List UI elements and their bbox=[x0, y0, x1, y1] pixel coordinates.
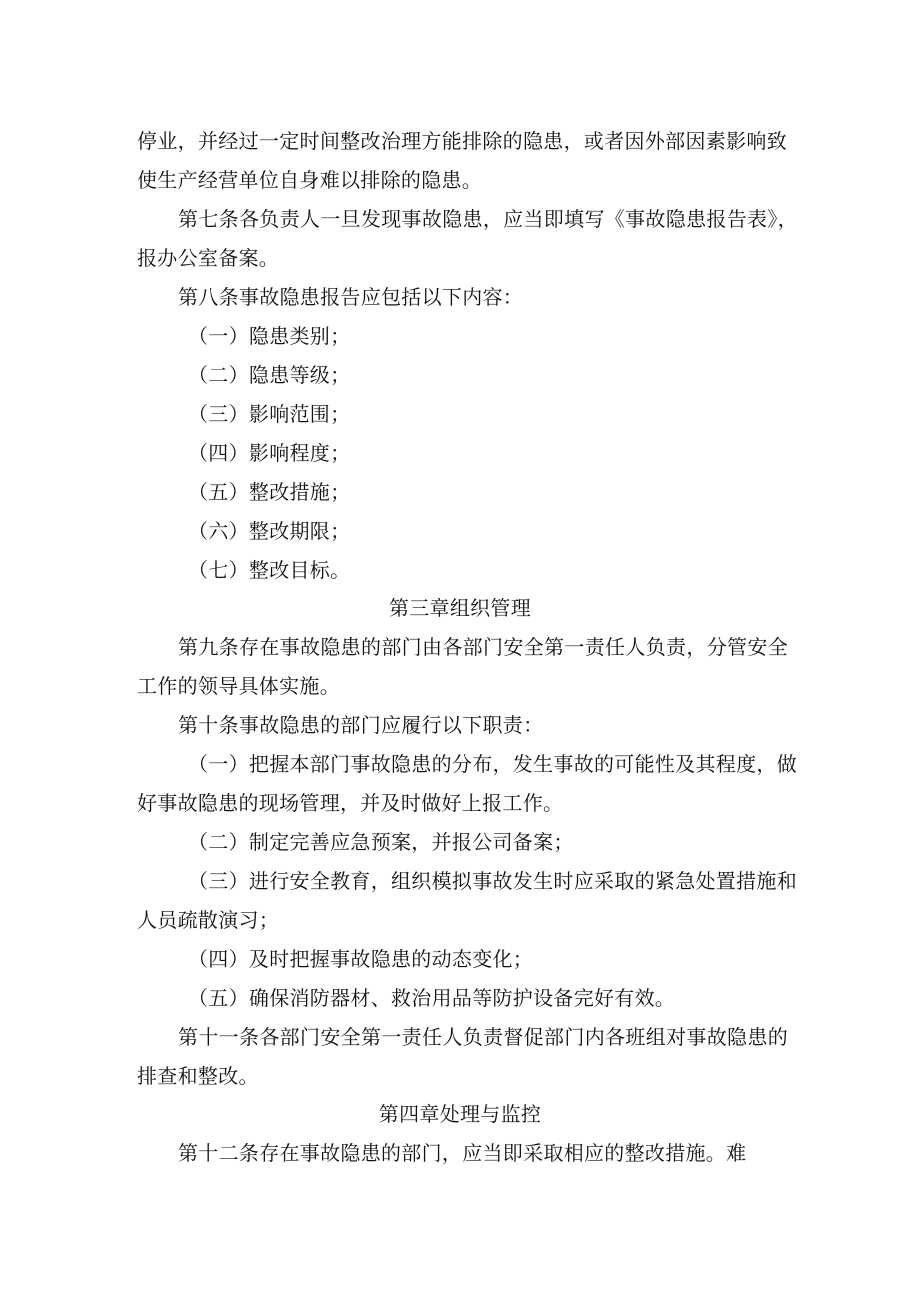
list-item: （五）确保消防器材、救治用品等防护设备完好有效。 bbox=[188, 986, 676, 1010]
paragraph-line: 报办公室备案。 bbox=[137, 246, 280, 270]
article-10: 第十条事故隐患的部门应履行以下职责： bbox=[178, 713, 544, 737]
chapter-heading: 第三章组织管理 bbox=[388, 596, 532, 620]
chapter-heading: 第四章处理与监控 bbox=[378, 1102, 542, 1126]
list-item: （三）进行安全教育，组织模拟事故发生时应采取的紧急处置措施和 bbox=[188, 869, 797, 893]
article-12: 第十二条存在事故隐患的部门，应当即采取相应的整改措施。难 bbox=[178, 1141, 747, 1165]
article-8: 第八条事故隐患报告应包括以下内容： bbox=[178, 285, 524, 309]
list-item: （四）及时把握事故隐患的动态变化； bbox=[188, 947, 534, 971]
paragraph-line: 工作的领导具体实施。 bbox=[137, 674, 340, 698]
paragraph-line: 排查和整改。 bbox=[137, 1064, 259, 1088]
list-item: （二）隐患等级； bbox=[188, 363, 351, 387]
article-9: 第九条存在事故隐患的部门由各部门安全第一责任人负责，分管安全 bbox=[178, 635, 788, 659]
list-item: （一）把握本部门事故隐患的分布，发生事故的可能性及其程度，做 bbox=[188, 752, 797, 776]
list-item: （六）整改期限； bbox=[188, 519, 351, 543]
list-item: （五）整改措施； bbox=[188, 480, 351, 504]
list-item: （二）制定完善应急预案，并报公司备案； bbox=[188, 830, 574, 854]
article-7: 第七条各负责人一旦发现事故隐患，应当即填写《事故隐患报告表》， bbox=[178, 207, 798, 231]
paragraph-line: 好事故隐患的现场管理，并及时做好上报工作。 bbox=[137, 791, 564, 815]
list-item: （七）整改目标。 bbox=[188, 558, 351, 582]
paragraph-line: 使生产经营单位自身难以排除的隐患。 bbox=[137, 168, 483, 192]
article-11: 第十一条各部门安全第一责任人负责督促部门内各班组对事故隐患的 bbox=[178, 1025, 788, 1049]
list-item: （三）影响范围； bbox=[188, 402, 351, 426]
paragraph-line: 人员疏散演习； bbox=[137, 908, 280, 932]
list-item: （一）隐患类别； bbox=[188, 324, 351, 348]
list-item: （四）影响程度； bbox=[188, 441, 351, 465]
paragraph-line: 停业，并经过一定时间整改治理方能排除的隐患，或者因外部因素影响致 bbox=[137, 129, 787, 153]
